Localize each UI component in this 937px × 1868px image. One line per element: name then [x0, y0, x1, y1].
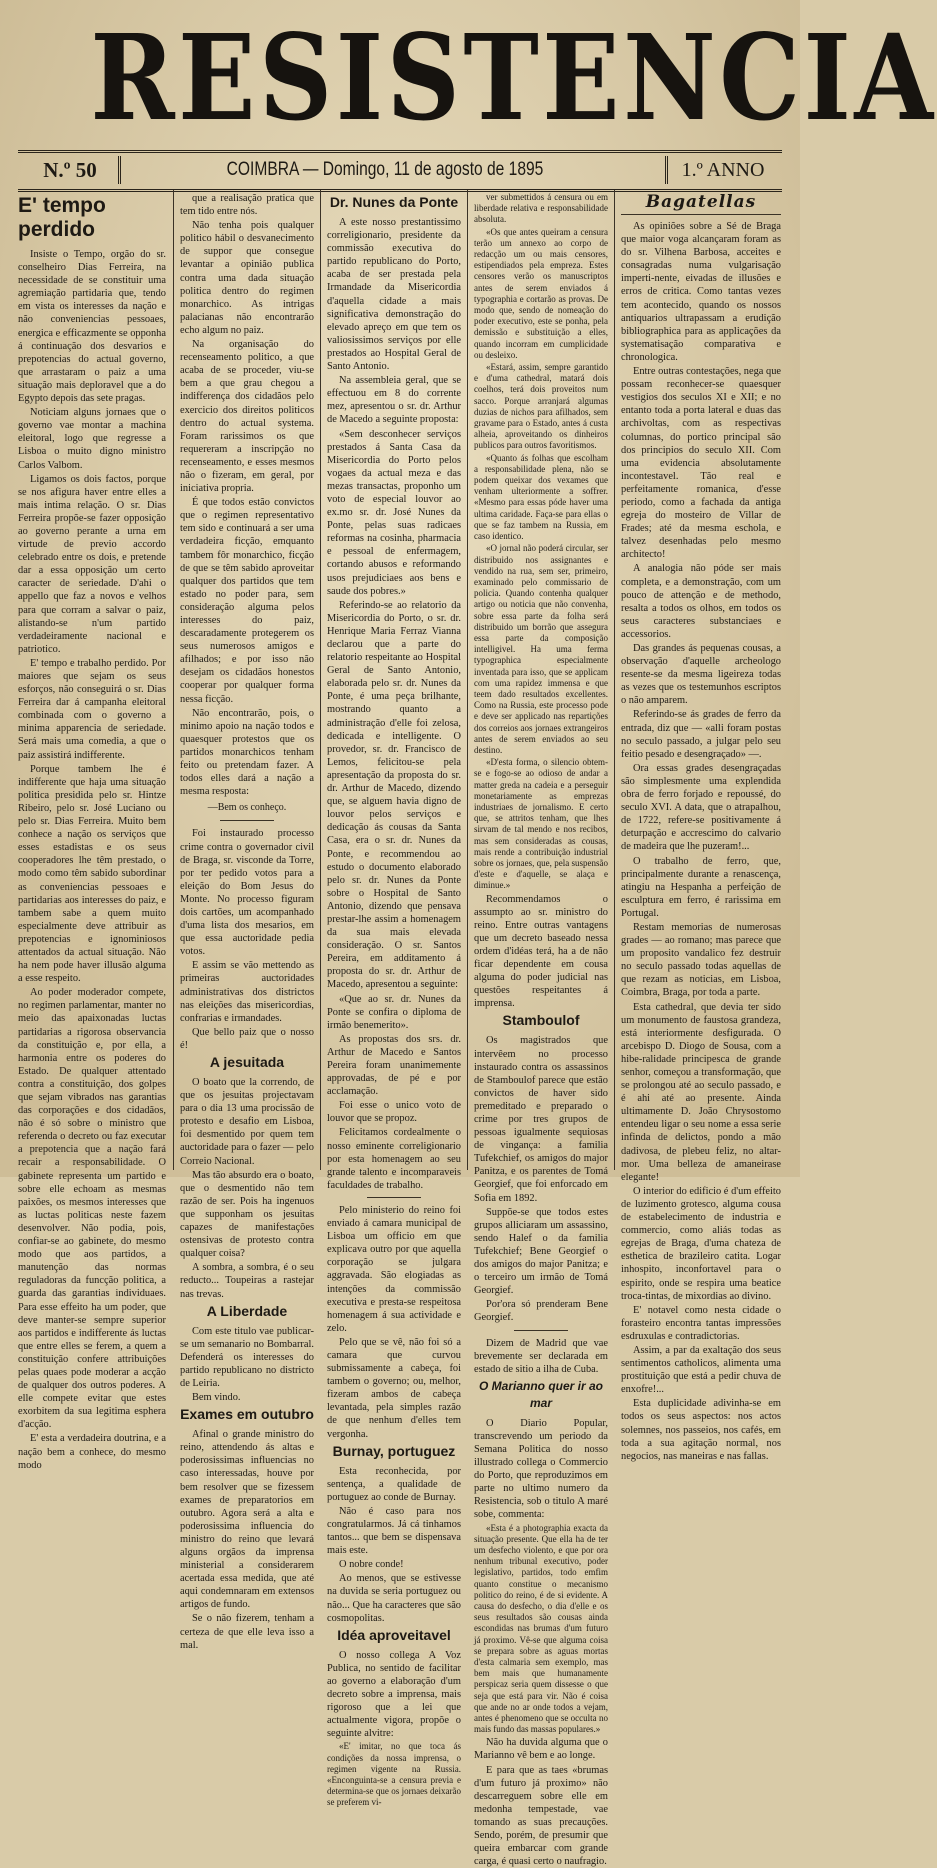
paragraph: Pelo ministerio do reino foi enviado á camara municipal de Lisboa um officio em que explicava outro por que aquella corporação se julgara aggravada. São elogiadas as intenções da commissão executiva e presta-se respeitosa homenagem á sua actividade e zelo. — [327, 1204, 461, 1334]
paragraph: «Os que antes queiram a censura terão um annexo ao corpo de redacção um ou mais censores, estipendiados pela empreza. Estes censores verão os manuscriptos antes de serem enviados á typographia e cortarão as provas. De modo que, sendo de nomeação do poder executivo, este se ponha, pela demissão e substituição a elles, quando incorram em cumplicidade ou desleixo. — [474, 226, 608, 360]
paragraph: ver submettidos á censura ou em liberdade relativa e responsabilidade absoluta. — [474, 192, 608, 225]
date-bar — [18, 150, 782, 192]
article-title: Exames em outubro — [180, 1406, 314, 1423]
column-1 — [18, 192, 166, 1471]
column-rule — [320, 190, 321, 1170]
masthead-title: RESISTENCIA — [90, 8, 937, 147]
paragraph: Esta duplicidade adivinha-se em todos os seus aspectos: nos actos solemnes, nos passeios, nos cafés, em toda a sua agitação normal, nos negocios, nas maneiras e nas fallas. — [621, 1398, 781, 1462]
column-3 — [327, 192, 461, 1808]
paragraph: E para que as taes «brumas d'um futuro já proximo» não descarreguem sobre elle em medonha tempestade, vae tomando as suas precauções. Sendo, porém, de presumir que queira embarcar com grande carga, é quasi certo o naufragio. — [474, 1764, 608, 1868]
article-title: Burnay, portuguez — [332, 1442, 456, 1459]
paragraph: As opiniões sobre a Sé de Braga que maior voga alcançaram foram as do sr. Vilhena Barbosa, acceites e consagradas numa vulgarisação imperti-nente, eivadas de illusões e erros de critica. Como tantas vezes tem acontecido, quando os nossos antiquarios ultrapassam a erudição bibliographica para as applicações da systematisação comparativa e chronologica. — [621, 221, 781, 363]
paragraph: Dizem de Madrid que vae brevemente ser declarada em estado de sitio a ilha de Cuba. — [474, 1337, 608, 1375]
paragraph: Na organisação do recenseamento politico, a que acaba de se proceder, viu-se bem a que grau chegou a indifferença dos cidadãos pelo exercicio dos direitos politicos dentro do actual systema. Foram rarissimos os que requereram a inscripção no recenseamento, e esses mesmos não o fizeram, em geral, por iniciativa propria. — [180, 339, 314, 495]
paragraph: Referindo-se ás grades de ferro da entrada, diz que — «alli foram postas no seculo passado, a julgar pelo seu feitio pesado e desengraçado» —. — [621, 709, 781, 760]
paragraph: «Que ao sr. dr. Nunes da Ponte se confira o diploma de irmão benemerito». — [327, 993, 461, 1031]
paragraph: Ligamos os dois factos, porque se nos afigura haver entre elles a mais intima relação. O sr. Dias Ferreira propõe-se fazer opposição ao governo perante a urna em virtude de previo accordo celebrado entre os dois, e pretende dar a essa opposição um certo caracter de seriedade. D'ahi o appello que faz a novos e velhos para que corram a salvar o paiz, alistando-se n'um partido verdadeiramente nacional e patriotico. — [18, 473, 166, 655]
column-rule — [614, 190, 615, 1170]
paragraph: As propostas dos srs. dr. Arthur de Macedo e Santos Pereira foram unanimemente approvadas, de pé e por acclamação. — [327, 1033, 461, 1098]
paragraph: —Bem os conheço. — [207, 802, 287, 814]
issue-year: 1.º ANNO — [665, 156, 778, 184]
paragraph: A analogia não póde ser mais completa, e a demonstração, com um pouco de attenção e de methodo, resalta a todos os olhos, em todos os seus caracteres substanciaes e accessorios. — [621, 563, 781, 640]
paragraph: O interior do edificio é d'um effeito de luzimento grotesco, alguma cousa de estabelecimento de industria e commercio, como aliás todas as egrejas de Braga, d'uma chateza de esthetica de brazileiro catita. Logar inhospito, inconfortavel para o espirito, onde se respira uma beatice troca-tintas, de mixordias ao divino. — [621, 1185, 781, 1302]
paragraph: «O jornal não poderá circular, ser distribuido nos assignantes e vendido na rua, sem ser, primeiro, examinado pelo commissario de policia. Quando contenha qualquer artigo ou noticia que não convenha, sobre essa parte da folha será distribuido um borrão que assegura essa parte da composição intelligivel. Ha uma ferma typographica especialmente inventada para isso, que se applicam com uma rapidez immensa e que teem dado resultados excellentes. Como na Russia, este processo pode e deve ser applicado nas repartições dos correios aos jornaes extrangeiros antes de serem enviados ao seu destino. — [474, 543, 608, 755]
paragraph: Esta reconhecida, por sentença, a qualidade de portuguez ao conde de Burnay. — [327, 1465, 461, 1503]
paragraph: E' tempo e trabalho perdido. Por maiores que sejam os seus esforços, não conseguirá o sr. Dias Ferreira dar á campanha eleitoral combinada com o governo a minima apparencia de seriedade. Será mais uma comedia, a que o paiz assistirá indifferente. — [18, 657, 166, 761]
paragraph: Porque tambem lhe é indifferente que haja uma situação politica presidida pelo sr. Hintze Ribeiro, pelo sr. José Luciano ou pelo sr. Dias Ferreira. Muito bem conhece a nação os serviços que esses estadistas e os seus cooperadores lhe têm prestado, o modo como têm sabido subordinar as conveniencias pessoaes e partidarias aos interesses do paiz, e tambem sabe a quem muito especialmente deve attribuir as prepotencias e ignominiosos attentados da actual situação. Não ha nem pode haver illusão alguma a esse respeito. — [18, 763, 166, 985]
separator — [367, 1197, 421, 1198]
separator — [220, 820, 274, 821]
paragraph: «E' imitar, no que toca ás condições da nossa imprensa, o regimen vigente na Russia. «Enconguinta-se a censura previa e determina-se que os jornaes deixarão se preferem vi- — [327, 1741, 461, 1808]
article-title: Idéa aproveitavel — [337, 1626, 451, 1643]
paragraph: Os magistrados que intervêem no processo instaurado contra os assassinos de Stamboulof parece que estão convictos de haver sido premeditado e preparado o crime por tres grupos de pessoas igualmente sequiosas de vingança: a familia Tufekchief, os amigos do major Panitza, e os parentes de Tomá Georgief, que foi enforcado em Sofia em 1892. — [474, 1035, 608, 1204]
paragraph: Ao menos, que se estivesse na duvida se seria portuguez ou não... Que ha caracteres que são cosmopolitas. — [327, 1573, 461, 1624]
paragraph: Entre outras contestações, nega que possam reconhecer-se quaesquer vestigios dos seculos XI e XII; e no entanto toda a porta lateral e duas das archivoltas, com as respectivas columnas, do portico principal são dos principios do seculo XII. Com uma evidencia absolutamente incontestavel. Tão real e perfeitamente romanica, d'esse periodo, como a fachada da antiga egreja do mosteiro de Villar de Frades; até da mesma eschola, e talvez desenhadas pelo mesmo architecto! — [621, 366, 782, 561]
paragraph: Não encontrarão, pois, o minimo apoio na nação todos e quaesquer protestos que os partidos monarchicos tenham feito ou pretendam fazer. A todos elles dará a nação a mesma resposta: — [180, 707, 314, 798]
paragraph: Com este titulo vae publicar-se um semanario no Bombarral. Defenderá os interesses do partido republicano no districto de Leiria. — [180, 1325, 314, 1389]
paragraph: Assim, a par da exaltação dos seus sentimentos catholicos, alimenta uma prostituição que está a pedir chuva de enxofre!... — [621, 1344, 781, 1396]
column-2 — [180, 192, 314, 1651]
paragraph: O Diario Popular, transcrevendo um periodo da Semana Politica do nosso illustrado collega o Commercio do Porto, que reproduzimos em parte no ultimo numero da Resistencia, sob o titulo A maré sobe, commenta: — [474, 1417, 608, 1521]
paragraph: E' esta a verdadeira doutrina, e a nação bem a conhece, do mesmo modo — [18, 1433, 166, 1471]
paragraph: Não tenha pois qualquer politico hábil o desvanecimento de suppor que consegue levantar a opinião publica contra uma dada situação politica dentro do regimen monarchico. As intrigas palacianas não encontrarão echo algum no paiz. — [180, 220, 314, 336]
paragraph: Mas tão absurdo era o boato, que o desmentido não tem razão de ser. Pois ha ingenuos que supponham os jesuitas capazes de manifestações ostensivas de protesto contra qualquer coisa? — [180, 1169, 314, 1260]
paragraph: Referindo-se ao relatorio da Misericordia do Porto, o sr. dr. Henrique Maria Ferraz Vianna declarou que a parte do relatorio respeitante ao Hospital Geral de Santo Antonio, elaborada pelo sr. dr. Nunes da Ponte, é uma peça brilhante, mostrando quanto a administração d'elle foi zelosa, dedicada e intelligente. O provedor, sr. dr. Francisco de Lemos, felicitou-se pela apresentação da proposta do sr. dr. Arthur de Macedo, dizendo que, se alguem havia digno de louvor pelos serviços e dedicação ás cousas da Santa Casa, era o sr. dr. Nunes da Ponte, e recommendou ao estudo o documento elaborado pelo sr. dr. Nunes da Ponte sobre o Hospital de Santo Antonio, dizendo que pensava prestar-lhe assim a homenagem da sua mais elevada consideração. O sr. Santos Pereira, em additamento á proposta do sr. dr. Arthur de Macedo, apresentou a seguinte: — [327, 599, 461, 991]
paragraph: que a realisação pratica que tem tido entre nós. — [180, 193, 314, 218]
paragraph: A este nosso prestantissimo correligionario, presidente da commissão executiva do partido republicano do Porto, acaba de ser prestada pela Irmandade da Misericordia d'aquella cidade a mais significativa demonstração do elevado apreço em que tem os valiosissimos serviços por elle prestados ao Hospital Geral de Santo Antonio. — [327, 217, 461, 373]
paragraph: Recommendamos o assumpto ao sr. ministro do reino. Entre outras vantagens que um decreto baseado nessa ordem d'idéas terá, ha a de não ficar dependente em cousa alguma do poder judicial nas questões respeitantes á imprensa. — [474, 893, 608, 1010]
paragraph: Esta cathedral, que devia ter sido um monumento de faustosa grandeza, está interiormente desfigurada. O arcebispo D. Diogo de Sousa, com a hibe-ralidade principesca de grande senhor, começou a transformação, que se prolongou até ao seculo passado, e é ahi até ao presente. Ainda ultimamente D. João Chrysostomo entendeu ligar o seu nome a essa serie infinda de delictos, pondo a mão dadivosa, de plebeu feliz, no altar-mor. Uma belleza de amaneirase elegante! — [621, 1001, 781, 1183]
paragraph: Bem vindo. — [192, 1392, 241, 1404]
column-rule — [173, 190, 174, 1170]
paragraph: «Estará, assim, sempre garantido e d'uma cathedral, matará dois coelhos, terá dois proveitos num sacco. Porque arranjará algumas duzias de nichos para afilhados, sem gravame para o Estado, antes á custa alheia, aproveitando os dinheiros publicos para outros favoritismos. — [474, 362, 608, 451]
article-title: Stamboulof — [502, 1012, 580, 1029]
paragraph: E assim se vão mettendo as primeiras auctoridades administrativas dos districtos nas eleições das misericordias, confrarias e irmandades. — [180, 960, 314, 1024]
paragraph: Não ha duvida alguma que o Marianno vê bem e ao longe. — [474, 1737, 608, 1762]
paragraph: Das grandes ás pequenas cousas, a observação d'aquelle archeologo resente-se da mesma ligeireza todas as vezes que os testemunhos escriptos o não amparem. — [621, 643, 781, 707]
paragraph: Pelo que se vê, não foi só a camara que curvou submissamente a cabeça, foi tambem o governo; ou, melhor, fizeram ambos de cabeça levantada, pela simples razão de que nenhum d'elles tem vergonha. — [327, 1336, 461, 1440]
article-title: A jesuitada — [209, 1054, 285, 1070]
place-date: COIMBRA — Domingo, 11 de agosto de 1895 — [226, 159, 544, 180]
paragraph: Restam memorias de numerosas grades — ao romano; mas parece que um proposito vandalico fez destruir no seculo passado todas aquellas de que rezam as noticias, em Lisboa, Coimbra, Braga, por toda a parte. — [621, 921, 781, 999]
paragraph: Insiste o Tempo, orgão do sr. conselheiro Dias Ferreira, na necessidade de se constituir uma agremiação partidaria que, tendo em vista os interesses da nação e não conveniencias pessoaes, energica e efficazmente se opponha á continuação dos desvarios e prepotencias do actual governo, que arrastaram o paiz a uma situação mais deploravel que a do Egypto depois das sete pragas. — [18, 249, 166, 405]
paragraph: E' notavel como nesta cidade o forasteiro encontra tantas impressões esdruxulas e contradictorias. — [621, 1304, 781, 1342]
paragraph: «Quanto ás folhas que escolham a responsabilidade plena, não se podem queixar dos vexames que venham ulteriormente a soffrer. «Mesmo para essas póde haver uma ultima caridade. Faça-se para ellas o que se faz tambem na Russia, em caso identico. — [474, 452, 608, 542]
article-title: Dr. Nunes da Ponte — [329, 194, 459, 210]
article-title: E' tempo perdido — [18, 194, 106, 241]
paragraph: «D'esta forma, o silencio obtem-se e fogo-se ao odioso de andar a matter greda na cadeia e a perseguir monetariamente as emprezas industriaes de jornalismo. E certo que, se attritos tenham, que lhes sirvam de tal mendo e nos recibos, mas sem consideradas as cousas, mais rende a contribuição industrial sobre os jornaes, que, pela suspensão d'este e d'aquelle, se alaça e diminue.» — [474, 757, 608, 891]
paragraph: A sombra, a sombra, é o seu reducto... Toupeiras a rastejar nas trevas. — [180, 1262, 314, 1300]
paragraph: Não é caso para nos congratularmos. Já cá tinhamos tantos... que bem se dispensava mais este. — [327, 1505, 461, 1557]
paragraph: O trabalho de ferro, que, principalmente durante a renascença, atingiu na Hespanha a perfeição de esculptura em ferro, é rarissima em Portugal. — [621, 855, 781, 919]
paragraph: Noticiam alguns jornaes que o governo vae montar a machina eleitoral, logo que regresse a Lisboa o muito digno ministro Carlos Valbom. — [18, 407, 166, 471]
paragraph: O boato que la correndo, de que os jesuitas projectavam para o dia 13 uma procissão de protesto e desafio em Lisboa, foi desmentido por quem tem auctoridade para o fazer — pelo Correio Nacional. — [180, 1077, 314, 1167]
column-5 — [621, 192, 782, 1462]
paragraph: «Sem desconhecer serviços prestados á Santa Casa da Misericordia do Porto pelos vogaes da actual meza e das mezas transactas, proponho um voto de especial louvor ao ex.mo sr. dr. José Nunes da Ponte, pelas suas radicaes reformas na cosinha, pharmacia e pessoal de enfermagem, cortando abusos e reformando usos prejudiciaes aos bens e saude dos pobres.» — [327, 428, 461, 597]
paragraph: Foi esse o unico voto de louvor que se propoz. — [327, 1100, 461, 1125]
paragraph: Suppõe-se que todos estes grupos alliciaram um assassino, sendo Halef o da familia Tufekchief; Bene Georgief o dos amigos do major Panitza; e o terceiro um irmão de Tomá Georgief. — [474, 1206, 608, 1297]
article-title: O Marianno quer ir ao mar — [478, 1378, 604, 1410]
column-4 — [474, 192, 608, 1868]
paragraph: Se o não fizerem, tenham a certeza de que elle leva isso a mal. — [180, 1613, 314, 1651]
paragraph: Que bello paiz que o nosso é! — [180, 1026, 314, 1051]
paragraph: O nosso collega A Voz Publica, no sentido de facilitar ao governo a elaboração d'um decreto sobre a imprensa, mais rigoroso que a lei que actualmente vigora, propõe o seguinte alvitre: — [327, 1649, 461, 1740]
paragraph: Por'ora só prenderam Bene Georgief. — [474, 1299, 608, 1324]
paragraph: É que todos estão convictos que o regimen representativo tem sido e continuará a ser uma verdadeira ficção, emquanto tambem fôr monarchico, ficção de que se têm sabido aproveitar qualquer dos partidos que tem estado no poder para, sem consideração alguma pelos interesses do paiz, descaradamente protegerem os seus numerosos amigos e afilhados; e por isso não desejam os cidadãos honestos cooperar por qualquer forma nessa ficção. — [180, 497, 314, 705]
paragraph: Ao poder moderador compete, no regimen parlamentar, manter no meio das apaixonadas luctas partidarias a rigorosa observancia da constituição e, por ella, a harmonia entre os poderes do Estado. De qualquer attentado contra a constituição, dos golpes que sejam vibrados nas garantias das corporações e dos cidadãos, não é só sobre o ministro que referenda o decreto ou faz executar a prepotencia que a nação fará recair a responsabilidade. O gabinete representa um partido e sobre elle echoam as mesmas paixões, os mesmos interesses que as luctas politicas neste fazem desenvolver. Não podia, pois, confiar-se ao gabinete, do mesmo modo que aos partidos, a manutenção das normas reguladoras da funcção politica, a guarda das garantias individuaes. Para esse effeito ha um poder, que deve manter-se sempre superior aos partidos e indifferente ás luctas que entre elles se ferem, a quem a constituição confere attribuições pelas quaes pode moderar a acção de qualquer dos outros poderes. A elle compete evitar que estes exorbitem da sua legitima esphera d'acção. — [18, 987, 166, 1431]
paragraph: O nobre conde! — [339, 1559, 404, 1571]
column-rule — [467, 190, 468, 1170]
paragraph: «Esta é a photographia exacta da situação presente. Que ella ha de ter um desfecho violento, e que por ora nenhum tribunal executivo, poder legislativo, partidos, todo emfim quanto constitue o mecanismo politico do reino, é de si evidente. A causa do desfecho, o dia d'elle e os seus resultados são cousas ainda escondidas nas brumas d'um futuro já proximo. Vê-se que alguma coisa se prepara sobre as aguas mortas d'esta calmaria sem exemplo, mas bem mais que humanamente perspicaz seria quem dissesse o que seja que está para vir. Não é coisa que ande no ar onde todos a vejam, antes é phenomeno que se occulta no mais fundo das massas populares.» — [474, 1522, 608, 1735]
paragraph: Na assembleia geral, que se effectuou em 8 do corrente mez, apresentou o sr. dr. Arthur de Macedo a seguinte proposta: — [327, 375, 461, 426]
paragraph: Felicitamos cordealmente o nosso eminente correligionario por esta homenagem ao seu grande talento e incomparaveis faculdades de trabalho. — [327, 1127, 461, 1191]
article-title: A Liberdade — [206, 1302, 288, 1319]
article-title: Bagatellas — [621, 194, 781, 215]
issue-number: N.º 50 — [22, 156, 121, 184]
paragraph: Ora essas grades desengraçadas são simplesmente uma explendida obra de ferro forjado e repoussé, do seculo XVI. A data, que o atrapalhou, de 1722, refere-se positivamente á deturpação e accrescimo do calvario de madeira que lhe puzeram!... — [621, 762, 781, 853]
paragraph: Afinal o grande ministro do reino, attendendo ás altas e poderosissimas influencias no caso interessadas, houve por bem resolver que se fizessem exames de preparatorios em outubro. Agora será a alta e poderosissima influencia do ministro do reino que levará alguns orgãos da imprensa ministerial a considerarem acertada essa medida, que até aqui condemnaram em extensos artigos de fundo. — [180, 1429, 314, 1611]
separator — [514, 1330, 568, 1331]
paragraph: Foi instaurado processo crime contra o governador civil de Braga, sr. visconde da Torre, por ter pedido votos para a eleição do Bom Jesus do Monte. No processo figuram dois cartões, um acompanhado d'uma lista dos mesarios, em que essa auctoridade pedia votos. — [180, 828, 314, 958]
